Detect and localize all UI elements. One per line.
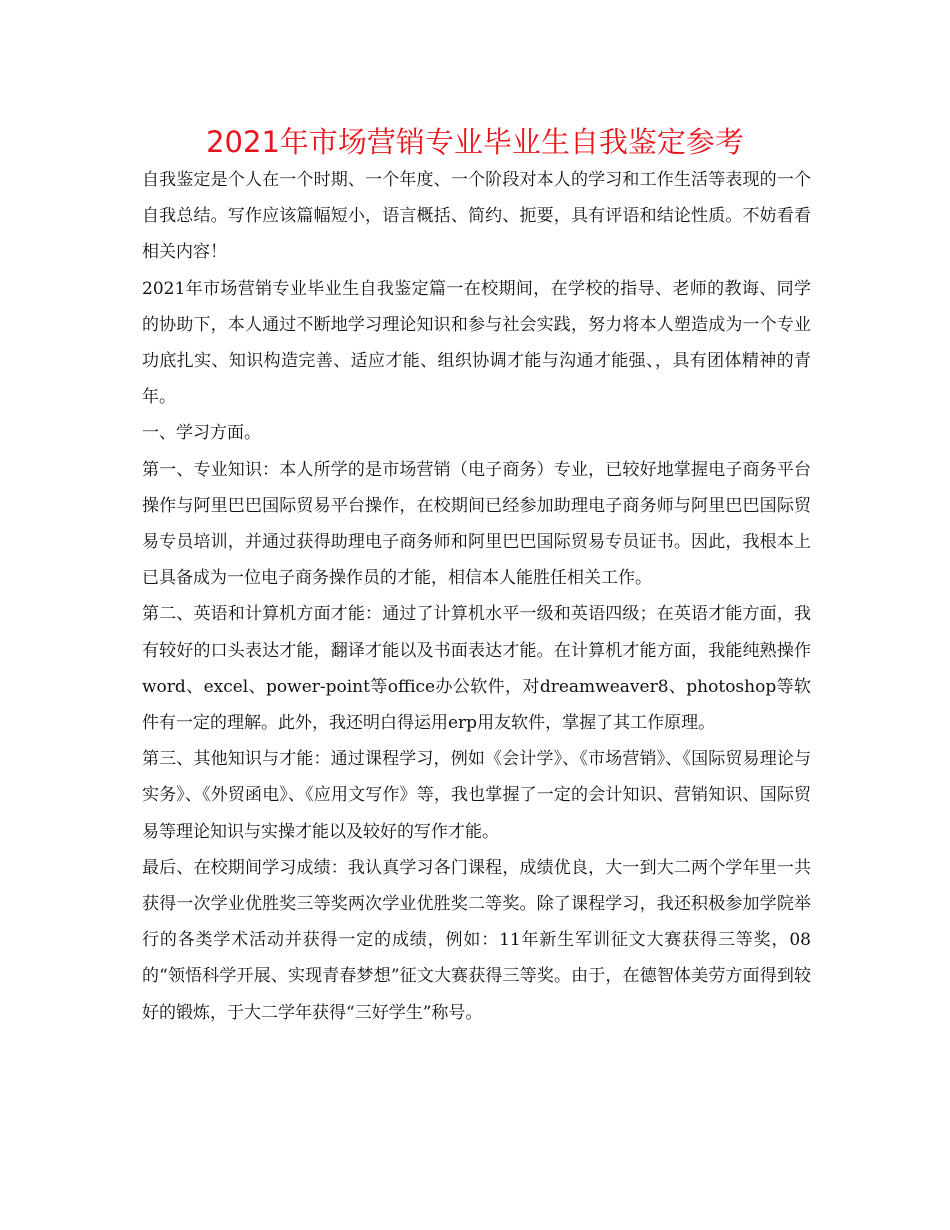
paragraph-article-intro: 2021年市场营销专业毕业生自我鉴定篇一在校期间，在学校的指导、老师的教诲、同学的协助下，本人通过不断地学习理论知识和参与社会实践，努力将本人塑造成为一个专业功底扎实、知识构造完善、适应才能、组织协调才能与沟通才能强、，具有团体精神的青年。 bbox=[142, 278, 811, 408]
paragraph-other-knowledge: 第三、其他知识与才能：通过课程学习，例如《会计学》、《市场营销》、《国际贸易理论与实务》、《外贸函电》、《应用文写作》等，我也掌握了一定的会计知识、营销知识、国际贸易等理论知识与实操才能以及较好的写作才能。 bbox=[142, 749, 811, 842]
paragraph-professional-knowledge: 第一、专业知识：本人所学的是市场营销（电子商务）专业，已较好地掌握电子商务平台操作与阿里巴巴国际贸易平台操作，在校期间已经参加助理电子商务师与阿里巴巴国际贸易专员培训，并通过获得助理电子商务师和阿里巴巴国际贸易专员证书。因此，我根本上已具备成为一位电子商务操作员的才能，相信本人能胜任相关工作。 bbox=[142, 459, 811, 589]
paragraph-intro: 自我鉴定是个人在一个时期、一个年度、一个阶段对本人的学习和工作生活等表现的一个自我总结。写作应该篇幅短小，语言概括、简约、扼要，具有评语和结论性质。不妨看看相关内容！ bbox=[142, 170, 811, 263]
paragraph-section-heading: 一、学习方面。 bbox=[142, 423, 261, 444]
paragraph-english-computer: 第二、英语和计算机方面才能：通过了计算机水平一级和英语四级；在英语才能方面，我有较好的口头表达才能，翻译才能以及书面表达才能。在计算机才能方面，我能纯熟操作word、excel、power-point等office办公软件，对dreamweaver8、photoshop等软件有一定的理解。此外，我还明白得运用erp用友软件，掌握了其工作原理。 bbox=[142, 604, 811, 734]
paragraph-academic-results: 最后、在校期间学习成绩：我认真学习各门课程，成绩优良，大一到大二两个学年里一共获得一次学业优胜奖三等奖两次学业优胜奖二等奖。除了课程学习，我还积极参加学院举行的各类学术活动并获得一定的成绩，例如：11年新生军训征文大赛获得三等奖，08的“领悟科学开展、实现青春梦想”征文大赛获得三等奖。由于，在德智体美劳方面得到较好的锻炼，于大二学年获得“三好学生”称号。 bbox=[142, 857, 811, 1023]
document-title: 2021年市场营销专业毕业生自我鉴定参考 bbox=[206, 125, 744, 159]
document-body bbox=[142, 162, 811, 1031]
